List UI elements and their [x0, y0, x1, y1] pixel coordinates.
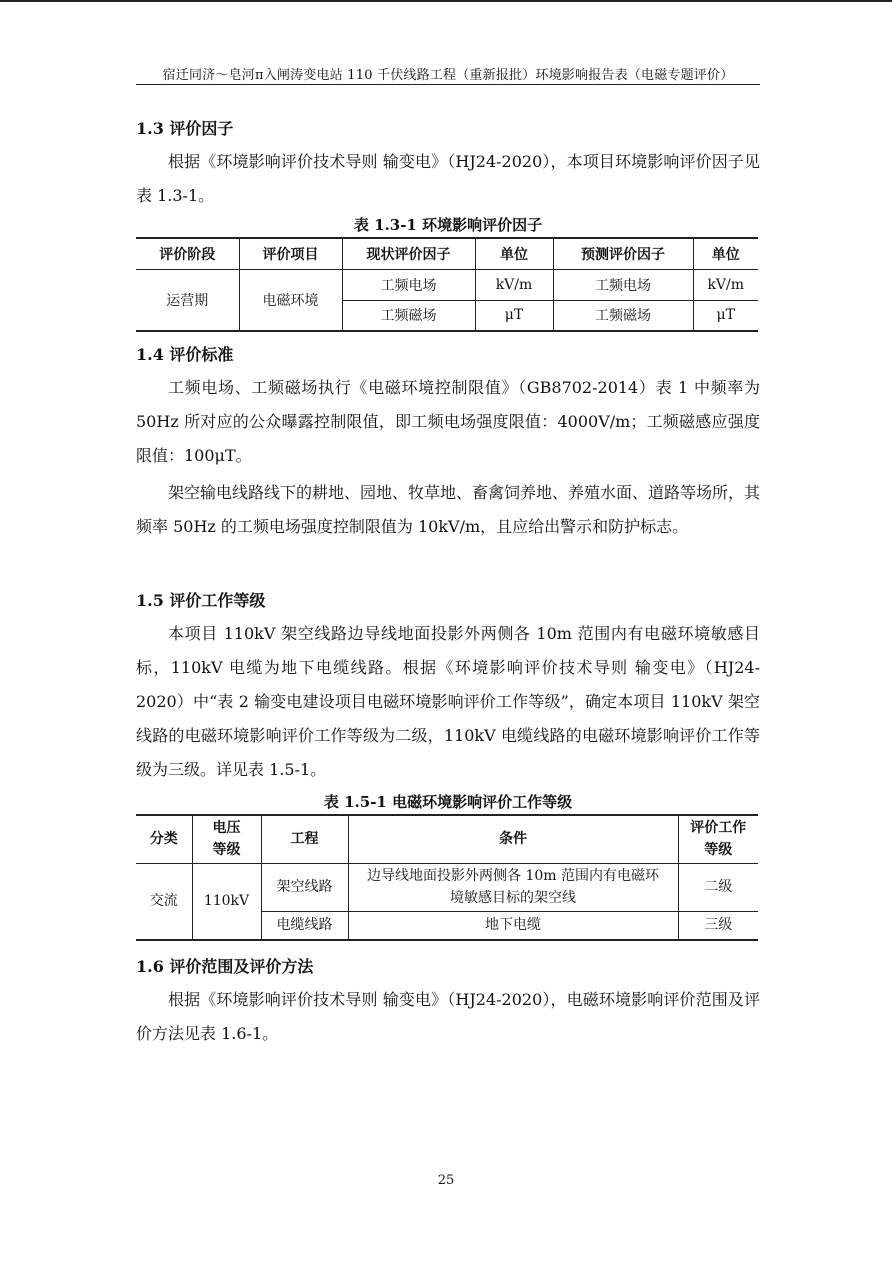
current-factor-cell: 工频电场 — [342, 269, 475, 300]
table-1-3-1 — [136, 237, 758, 332]
table-header-cell: 现状评价因子 — [342, 238, 475, 269]
category-cell: 交流 — [136, 863, 192, 940]
table-header-cell: 评价阶段 — [136, 238, 239, 269]
table-header-cell: 单位 — [693, 238, 758, 269]
predict-factor-cell: 工频电场 — [553, 269, 693, 300]
table-header-cell: 电压等级 — [192, 815, 261, 863]
unit-cell: kV/m — [475, 269, 553, 300]
section-1-5-paragraph: 本项目 110kV 架空线路边导线地面投影外两侧各 10m 范围内有电磁环境敏感目标，110kV 电缆为地下电缆线路。根据《环境影响评价技术导则 输变电》（HJ24-2020）中“表 2 输变电建设项目电磁环境影响评价工作等级”，确定本项目 110kV 架空线路的电磁环境影响评价工作等级为二级，110kV 电缆线路的电磁环境影响评价工作等级为三级。详见表 1.5-1。 — [136, 624, 760, 779]
grade-cell: 二级 — [678, 863, 758, 911]
table-row — [136, 269, 758, 300]
table-header-cell: 评价项目 — [239, 238, 342, 269]
voltage-cell: 110kV — [192, 863, 261, 940]
table-header-cell: 预测评价因子 — [553, 238, 693, 269]
table-header-cell: 分类 — [136, 815, 192, 863]
table-1-3-1-caption: 表 1.3-1 环境影响评价因子 — [353, 216, 543, 234]
section-heading-1-5: 1.5 评价工作等级 — [136, 591, 266, 610]
project-cell: 架空线路 — [261, 863, 348, 911]
table-header-cell: 条件 — [348, 815, 678, 863]
project-cell: 电缆线路 — [261, 911, 348, 940]
page-number: 25 — [437, 1173, 455, 1188]
table-header-cell: 工程 — [261, 815, 348, 863]
table-row — [136, 863, 758, 911]
section-1-3-paragraph: 根据《环境影响评价技术导则 输变电》（HJ24-2020），本项目环境影响评价因子见表 1.3-1。 — [136, 152, 760, 205]
table-header-cell: 评价工作等级 — [678, 815, 758, 863]
running-header: 宿迁同济～皂河π入闸涛变电站 110 千伏线路工程（重新报批）环境影响报告表（电磁专题评价） — [162, 68, 734, 83]
table-1-5-1-caption: 表 1.5-1 电磁环境影响评价工作等级 — [323, 793, 573, 811]
predict-factor-cell: 工频磁场 — [553, 300, 693, 331]
table-header-row — [136, 238, 758, 269]
section-1-4-paragraph-1: 工频电场、工频磁场执行《电磁环境控制限值》（GB8702-2014）表 1 中频率为 50Hz 所对应的公众曝露控制限值，即工频电场强度限值：4000V/m；工频磁感应强度限值：100μT。 — [136, 378, 760, 465]
top-border-line — [0, 0, 892, 2]
condition-cell: 地下电缆 — [348, 911, 678, 940]
section-1-4-paragraph-2: 架空输电线路线下的耕地、园地、牧草地、畜禽饲养地、养殖水面、道路等场所，其频率 50Hz 的工频电场强度控制限值为 10kV/m，且应给出警示和防护标志。 — [136, 483, 761, 536]
unit-cell: μT — [475, 300, 553, 331]
table-header-row — [136, 815, 758, 863]
current-factor-cell: 工频磁场 — [342, 300, 475, 331]
unit-cell: μT — [693, 300, 758, 331]
item-cell: 电磁环境 — [239, 269, 342, 331]
section-1-6-paragraph: 根据《环境影响评价技术导则 输变电》（HJ24-2020），电磁环境影响评价范围及评价方法见表 1.6-1。 — [136, 990, 760, 1043]
section-heading-1-3: 1.3 评价因子 — [136, 119, 234, 138]
table-header-cell: 单位 — [475, 238, 553, 269]
section-heading-1-6: 1.6 评价范围及评价方法 — [136, 957, 314, 976]
section-heading-1-4: 1.4 评价标准 — [136, 345, 234, 364]
condition-cell: 边导线地面投影外两侧各 10m 范围内有电磁环境敏感目标的架空线 — [348, 863, 678, 911]
table-1-5-1 — [136, 814, 758, 941]
stage-cell: 运营期 — [136, 269, 239, 331]
header-rule — [136, 84, 760, 85]
grade-cell: 三级 — [678, 911, 758, 940]
unit-cell: kV/m — [693, 269, 758, 300]
